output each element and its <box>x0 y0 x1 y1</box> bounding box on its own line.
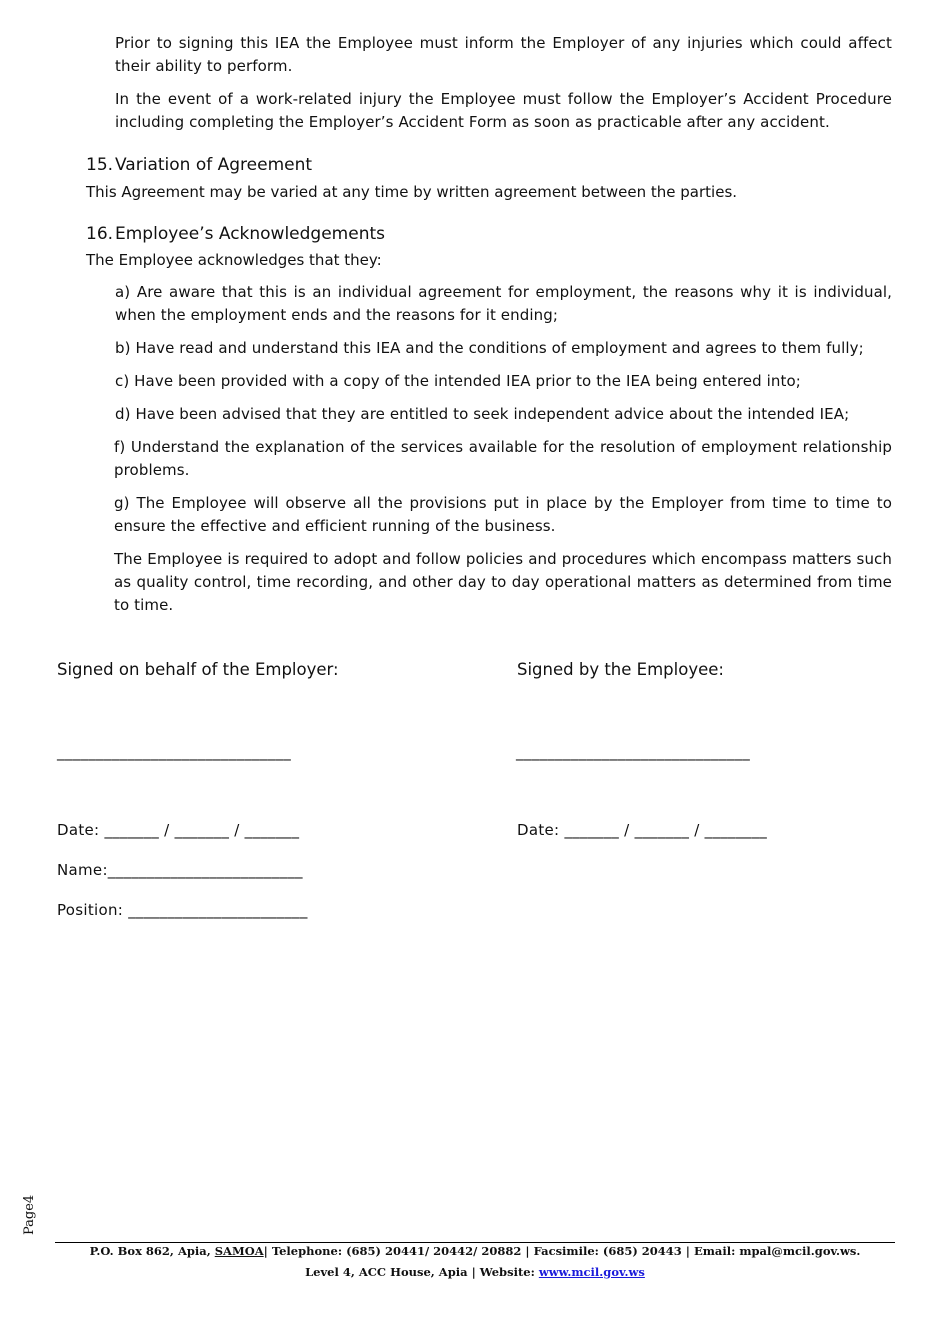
employee-signature-line[interactable]: ______________________________ <box>516 743 750 761</box>
acknowledgement-item-d: d) Have been advised that they are entitled to seek independent advice about the intended IEA; <box>115 405 850 423</box>
section-16-heading <box>86 223 385 245</box>
section-15-number: 15. <box>86 155 114 175</box>
footer-address-text: Level 4, ACC House, Apia | Website: <box>305 1265 539 1279</box>
employer-signature-title: Signed on behalf of the Employer: <box>57 660 339 679</box>
acknowledgement-item-g: g) The Employee will observe all the provisions put in place by the Employer from time to time to ensure the effective and efficient running of the business. <box>114 494 892 535</box>
acknowledgement-item-c: c) Have been provided with a copy of the intended IEA prior to the IEA being entered into; <box>115 372 801 390</box>
injury-disclosure-paragraph: Prior to signing this IEA the Employee must inform the Employer of any injuries which could affect their ability to perform. <box>115 34 892 75</box>
section-15-body: This Agreement may be varied at any time by written agreement between the parties. <box>86 183 738 201</box>
footer-address-line <box>55 1264 895 1280</box>
section-16-title: Employee’s Acknowledgements <box>115 224 385 244</box>
employee-date-field[interactable]: Date: _______ / _______ / ________ <box>517 821 768 839</box>
section-16-number: 16. <box>86 224 114 244</box>
acknowledgement-item-a: a) Are aware that this is an individual agreement for employment, the reasons why it is individual, when the employment ends and the reasons for it ending; <box>115 283 892 324</box>
section-15-title: Variation of Agreement <box>115 155 313 175</box>
footer-contact-details: | Telephone: (685) 20441/ 20442/ 20882 | Facsimile: (685) 20443 | Email: mpal@mcil.gov.ws. <box>263 1244 861 1258</box>
accident-procedure-paragraph: In the event of a work-related injury the Employee must follow the Employer’s Accident Procedure including completing the Employer’s Accident Form as soon as practicable after any accident. <box>115 90 892 131</box>
section-15-heading <box>86 154 312 176</box>
employer-position-field[interactable]: Position: _______________________ <box>57 901 308 919</box>
employer-date-field[interactable]: Date: _______ / _______ / _______ <box>57 821 300 839</box>
footer-contact-line <box>55 1243 895 1259</box>
footer-address-prefix: P.O. Box 862, Apia, <box>89 1244 215 1258</box>
employee-signature-title: Signed by the Employee: <box>517 660 724 679</box>
footer-country: SAMOA <box>214 1244 264 1258</box>
acknowledgement-item-b: b) Have read and understand this IEA and the conditions of employment and agrees to them fully; <box>115 339 864 357</box>
page-number: Page4 <box>22 1194 37 1235</box>
employer-signature-line[interactable]: ______________________________ <box>57 743 291 761</box>
employer-name-field[interactable]: Name:_________________________ <box>57 861 303 879</box>
acknowledgement-item-f: f) Understand the explanation of the services available for the resolution of employment relationship problems. <box>114 438 892 479</box>
policies-paragraph: The Employee is required to adopt and follow policies and procedures which encompass matters such as quality control, time recording, and other day to day operational matters as determined from time to time. <box>114 550 892 614</box>
section-16-intro: The Employee acknowledges that they: <box>86 251 382 269</box>
footer-website-link[interactable]: www.mcil.gov.ws <box>538 1265 645 1279</box>
